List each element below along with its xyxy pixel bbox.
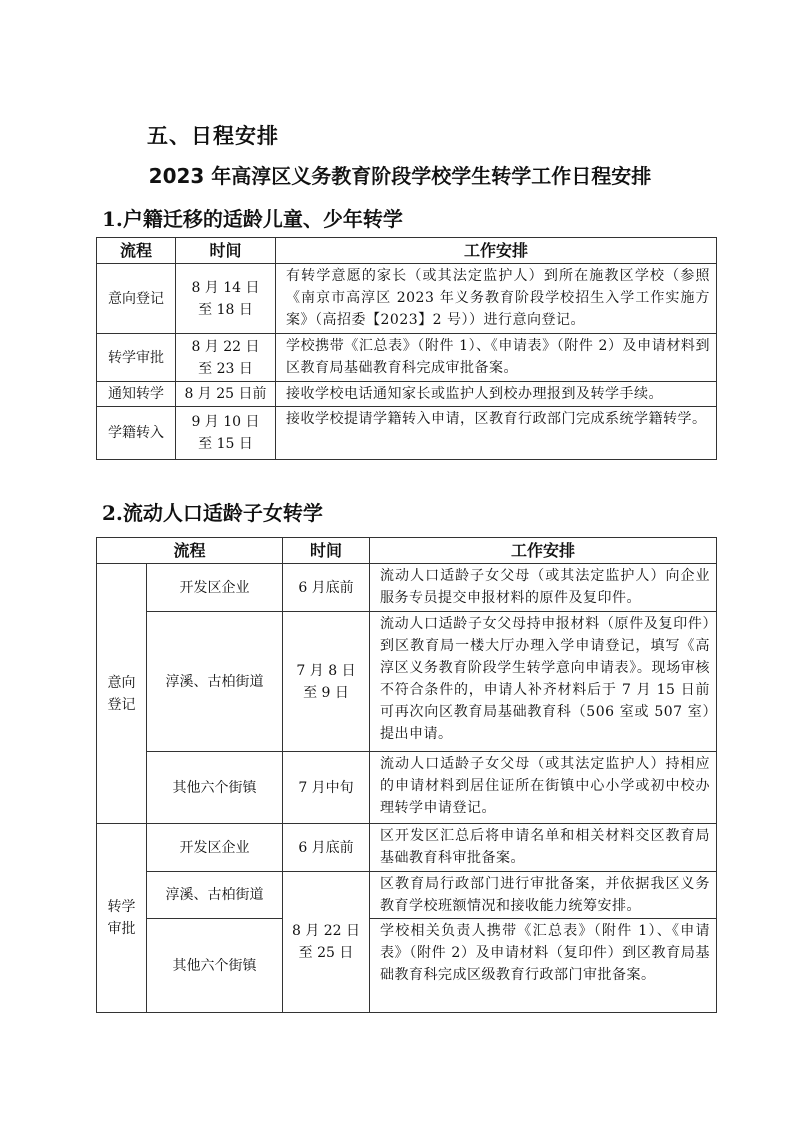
process-group-cell [97, 564, 147, 824]
part1-heading: 1.户籍迁移的适龄儿童、少年转学 [102, 207, 403, 231]
table-header-row [97, 238, 717, 264]
table-row [97, 752, 717, 824]
work-cell: 接收学校电话通知家长或监护人到校办理报到及转学手续。 [276, 382, 717, 407]
process-cell: 意向登记 [97, 264, 176, 334]
header-work: 工作安排 [370, 538, 717, 564]
table-row [97, 334, 717, 382]
table-row [97, 872, 717, 919]
time-cell [283, 612, 370, 752]
part2-table [96, 537, 717, 1013]
header-work: 工作安排 [276, 238, 717, 264]
process-cell: 学籍转入 [97, 407, 176, 460]
table-row [97, 919, 717, 1013]
time-cell: 8 月 25 日前 [176, 382, 276, 407]
section-heading: 五、日程安排 [147, 124, 279, 148]
work-cell: 流动人口适龄子女父母持申报材料（原件及复印件）到区教育局一楼大厅办理入学申请登记，填写《高淳区义务教育阶段学生转学意向申请表》。现场审核不符合条件的，申请人补齐材料后于 7 月 15 日前可再次向区教育局基础教育科（506 室或 507 室）提出申请。 [370, 612, 717, 752]
time-start: 9 月 10 日 [191, 414, 260, 430]
table-header-row [97, 538, 717, 564]
group-label-line2: 登记 [107, 696, 136, 713]
area-cell: 其他六个街镇 [147, 752, 283, 824]
time-start: 8 月 14 日 [191, 279, 260, 296]
time-cell: 6 月底前 [283, 824, 370, 872]
group-label-line2: 审批 [107, 921, 136, 937]
header-process: 流程 [97, 238, 176, 264]
group-label-line1: 转学 [107, 899, 136, 915]
table-row [97, 824, 717, 872]
time-cell [176, 334, 276, 382]
time-start: 8 月 22 日 [291, 923, 361, 939]
area-cell: 淳溪、古柏街道 [147, 612, 283, 752]
time-cell [283, 872, 370, 1013]
group-label-line1: 意向 [107, 674, 136, 691]
header-time: 时间 [176, 238, 276, 264]
table-row [97, 407, 717, 460]
work-cell: 学校相关负责人携带《汇总表》（附件 1）、《申请表》（附件 2）及申请材料（复印件）到区教育局基础教育科完成区级教育行政部门审批备案。 [370, 919, 717, 1013]
document-title: 2023 年高淳区义务教育阶段学校学生转学工作日程安排 [148, 164, 652, 188]
work-cell: 有转学意愿的家长（或其法定监护人）到所在施教区学校（参照《南京市高淳区 2023 年义务教育阶段学校招生入学工作实施方案》（高招委【2023】2 号））进行意向登记。 [276, 264, 717, 334]
work-cell: 区教育局行政部门进行审批备案，并依据我区义务教育学校班额情况和接收能力统筹安排。 [370, 872, 717, 919]
time-end: 至 9 日 [303, 684, 349, 701]
work-cell: 学校携带《汇总表》（附件 1）、《申请表》（附件 2）及申请材料到区教育局基础教育科完成审批备案。 [276, 334, 717, 382]
time-end: 至 15 日 [198, 436, 253, 452]
area-cell: 开发区企业 [147, 564, 283, 612]
time-cell: 7 月中旬 [283, 752, 370, 824]
work-cell: 流动人口适龄子女父母（或其法定监护人）向企业服务专员提交申报材料的原件及复印件。 [370, 564, 717, 612]
work-cell: 流动人口适龄子女父母（或其法定监护人）持相应的申请材料到居住证所在街镇中心小学或初中校办理转学申请登记。 [370, 752, 717, 824]
time-cell [176, 264, 276, 334]
area-cell: 开发区企业 [147, 824, 283, 872]
time-cell: 6 月底前 [283, 564, 370, 612]
process-group-cell [97, 824, 147, 1013]
time-end: 至 23 日 [198, 360, 253, 377]
time-start: 8 月 22 日 [191, 338, 260, 355]
part2-heading: 2.流动人口适龄子女转学 [102, 501, 323, 525]
work-cell: 区开发区汇总后将申请名单和相关材料交区教育局基础教育科审批备案。 [370, 824, 717, 872]
header-time: 时间 [283, 538, 370, 564]
part1-table [96, 237, 717, 460]
area-cell: 淳溪、古柏街道 [147, 872, 283, 919]
time-cell [176, 407, 276, 460]
table-row [97, 612, 717, 752]
time-start: 7 月 8 日 [296, 662, 356, 679]
process-cell: 转学审批 [97, 334, 176, 382]
work-cell: 接收学校提请学籍转入申请，区教育行政部门完成系统学籍转学。 [276, 407, 717, 460]
area-cell: 其他六个街镇 [147, 919, 283, 1013]
time-end: 至 25 日 [298, 945, 354, 961]
header-process: 流程 [97, 538, 283, 564]
table-row [97, 564, 717, 612]
process-cell: 通知转学 [97, 382, 176, 407]
table-row [97, 382, 717, 407]
table-row [97, 264, 717, 334]
time-end: 至 18 日 [198, 301, 253, 318]
